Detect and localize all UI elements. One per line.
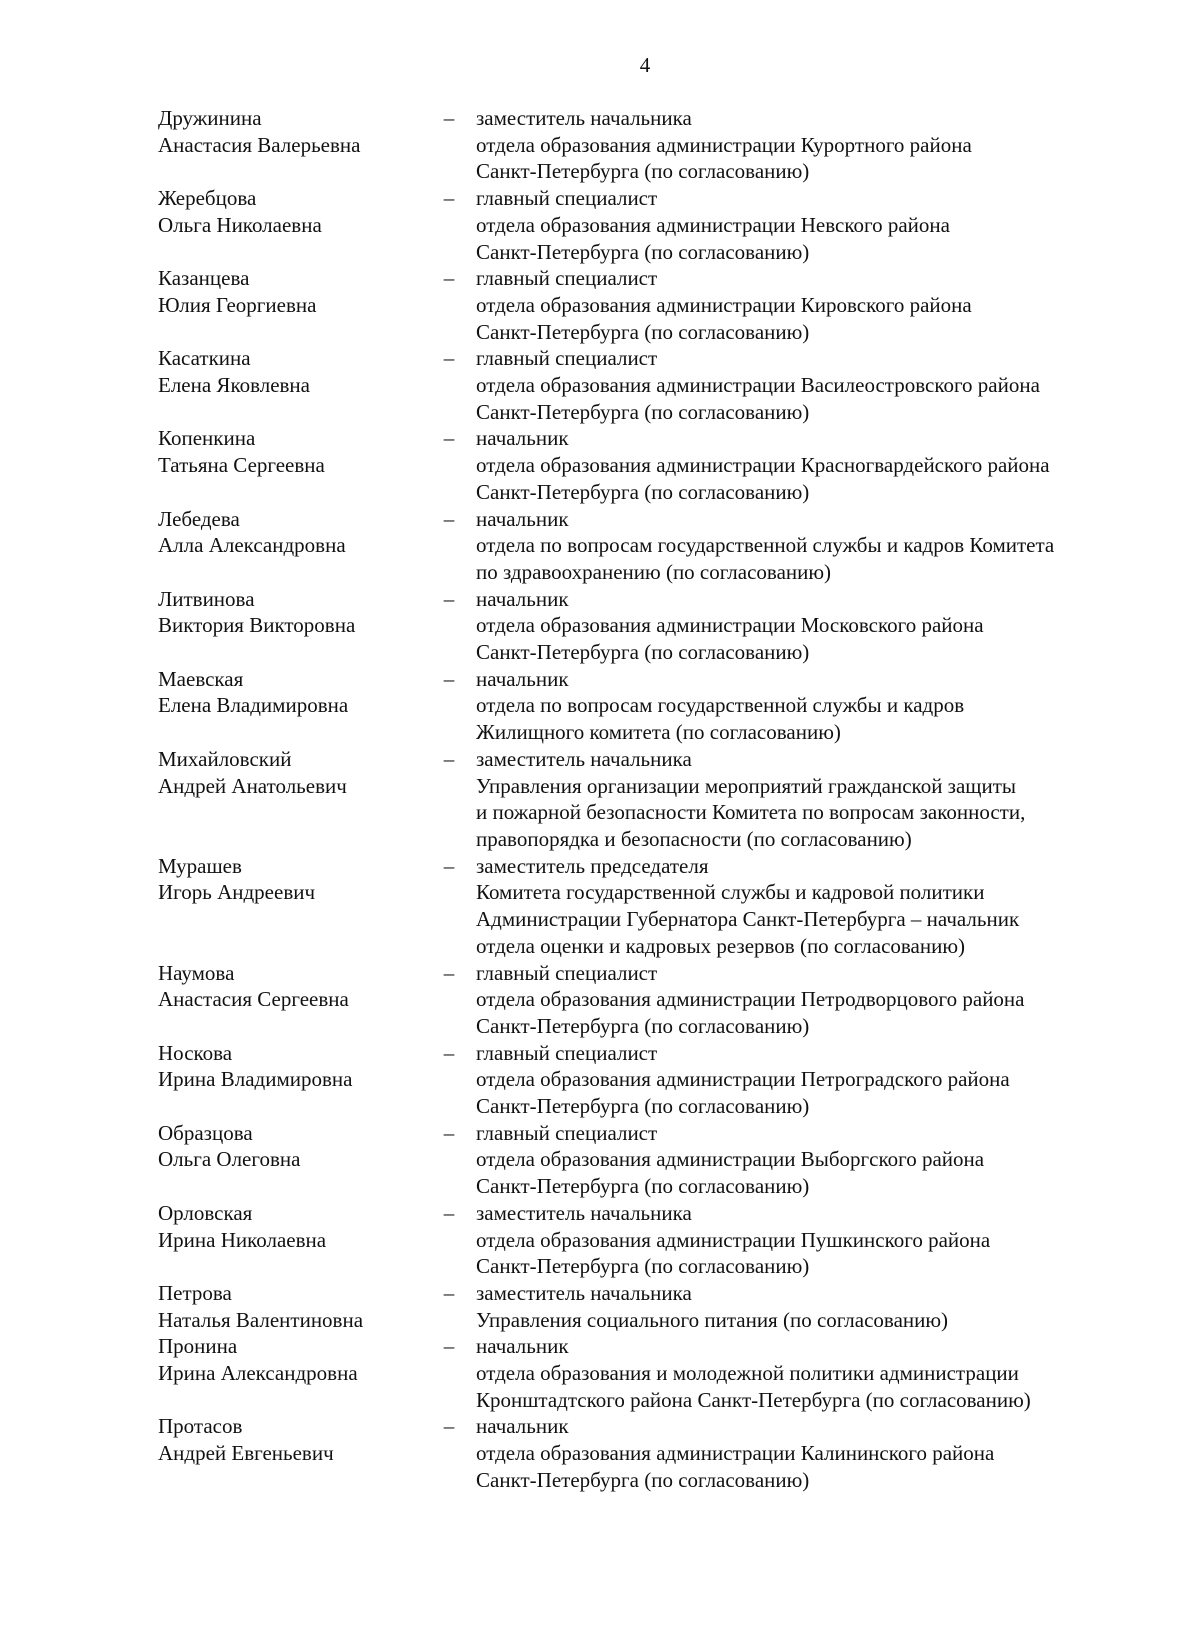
- entry-dash: –: [443, 506, 455, 531]
- member-entry: [158, 425, 1158, 505]
- member-name: [158, 1333, 428, 1386]
- member-entry: [158, 853, 1158, 960]
- member-given-names: Алла Александровна: [158, 533, 346, 558]
- member-surname: Мурашев: [158, 853, 242, 878]
- position-line: Управления социального питания (по согласованию): [476, 1307, 949, 1332]
- member-given-names: Андрей Евгеньевич: [158, 1441, 334, 1466]
- position-line: Санкт-Петербурга (по согласованию): [476, 159, 810, 184]
- member-given-names: Юлия Георгиевна: [158, 292, 317, 317]
- position-line: Санкт-Петербурга (по согласованию): [476, 1094, 810, 1119]
- member-given-names: Анастасия Валерьевна: [158, 132, 361, 157]
- member-given-names: Татьяна Сергеевна: [158, 453, 325, 478]
- position-line: отдела образования администрации Пушкинского района: [476, 1227, 991, 1252]
- member-surname: Дружинина: [158, 106, 262, 130]
- member-given-names: Ирина Владимировна: [158, 1067, 353, 1092]
- position-line: заместитель начальника: [476, 746, 692, 771]
- member-position: [476, 666, 1158, 746]
- member-name: [158, 185, 428, 238]
- member-name: [158, 506, 428, 559]
- member-entry: [158, 1120, 1158, 1200]
- entry-dash: –: [443, 1120, 455, 1145]
- member-name: [158, 105, 428, 158]
- member-position: [476, 1120, 1158, 1200]
- position-line: отдела образования администрации Выборгского района: [476, 1147, 985, 1172]
- position-line: Кронштадтского района Санкт-Петербурга (по согласованию): [476, 1387, 1031, 1412]
- member-given-names: Андрей Анатольевич: [158, 773, 347, 798]
- member-given-names: Ольга Николаевна: [158, 212, 322, 237]
- position-line: Санкт-Петербурга (по согласованию): [476, 1174, 810, 1199]
- position-line: главный специалист: [476, 1040, 658, 1065]
- position-line: отдела образования администрации Красногвардейского района: [476, 453, 1050, 478]
- page-number: 4: [639, 53, 651, 77]
- member-position: [476, 105, 1158, 185]
- position-line: и пожарной безопасности Комитета по вопросам законности,: [476, 800, 1026, 825]
- position-line: Санкт-Петербурга (по согласованию): [476, 399, 810, 424]
- member-entry: [158, 345, 1158, 425]
- member-given-names: Ирина Александровна: [158, 1361, 358, 1386]
- member-name: [158, 1200, 428, 1253]
- position-line: главный специалист: [476, 1120, 658, 1145]
- member-name: [158, 265, 428, 318]
- member-given-names: Елена Владимировна: [158, 693, 349, 718]
- position-line: отдела образования администрации Курортного района: [476, 132, 972, 157]
- entry-dash: –: [443, 586, 455, 611]
- member-entry: [158, 1040, 1158, 1120]
- position-line: начальник: [476, 1414, 569, 1439]
- position-line: Санкт-Петербурга (по согласованию): [476, 319, 810, 344]
- member-entry: [158, 506, 1158, 586]
- position-line: главный специалист: [476, 186, 658, 211]
- position-line: Комитета государственной службы и кадровой политики: [476, 880, 985, 905]
- entry-dash: –: [443, 1414, 455, 1439]
- member-entry: [158, 1333, 1158, 1413]
- member-surname: Копенкина: [158, 426, 256, 451]
- entry-dash: –: [443, 266, 455, 291]
- member-given-names: Ирина Николаевна: [158, 1227, 327, 1252]
- position-line: отдела оценки и кадровых резервов (по согласованию): [476, 933, 966, 958]
- member-given-names: Наталья Валентиновна: [158, 1307, 364, 1332]
- position-line: Администрации Губернатора Санкт-Петербурга – начальник: [476, 907, 1020, 932]
- position-line: отдела по вопросам государственной службы и кадров Комитета: [476, 533, 1055, 558]
- member-name: [158, 960, 428, 1013]
- member-position: [476, 265, 1158, 345]
- position-line: заместитель председателя: [476, 853, 709, 878]
- position-line: Санкт-Петербурга (по согласованию): [476, 239, 810, 264]
- member-given-names: Игорь Андреевич: [158, 880, 316, 905]
- member-position: [476, 853, 1158, 960]
- member-position: [476, 1333, 1158, 1413]
- member-entry: [158, 666, 1158, 746]
- position-line: Санкт-Петербурга (по согласованию): [476, 1254, 810, 1279]
- member-name: [158, 853, 428, 906]
- member-name: [158, 1413, 428, 1466]
- position-line: отдела образования администрации Петроградского района: [476, 1067, 1010, 1092]
- position-line: Санкт-Петербурга (по согласованию): [476, 1467, 810, 1492]
- member-surname: Казанцева: [158, 266, 250, 291]
- position-line: правопорядка и безопасности (по согласованию): [476, 826, 912, 851]
- member-surname: Протасов: [158, 1414, 243, 1439]
- position-line: начальник: [476, 666, 569, 691]
- member-list: [158, 105, 1158, 1494]
- member-position: [476, 586, 1158, 666]
- entry-dash: –: [443, 1040, 455, 1065]
- entry-dash: –: [443, 1334, 455, 1359]
- member-entry: [158, 1413, 1158, 1493]
- member-name: [158, 1120, 428, 1173]
- member-position: [476, 185, 1158, 265]
- entry-dash: –: [443, 853, 455, 878]
- member-surname: Литвинова: [158, 586, 255, 611]
- position-line: Управления организации мероприятий гражданской защиты: [476, 773, 1016, 798]
- position-line: отдела образования администрации Невского района: [476, 212, 950, 237]
- member-entry: [158, 185, 1158, 265]
- member-surname: Наумова: [158, 960, 235, 985]
- member-surname: Пронина: [158, 1334, 238, 1359]
- member-entry: [158, 960, 1158, 1040]
- position-line: отдела образования и молодежной политики администрации: [476, 1361, 1019, 1386]
- position-line: главный специалист: [476, 960, 658, 985]
- member-given-names: Ольга Олеговна: [158, 1147, 301, 1172]
- entry-dash: –: [443, 186, 455, 211]
- position-line: заместитель начальника: [476, 1200, 692, 1225]
- position-line: начальник: [476, 426, 569, 451]
- position-line: начальник: [476, 586, 569, 611]
- member-position: [476, 1040, 1158, 1120]
- position-line: Санкт-Петербурга (по согласованию): [476, 640, 810, 665]
- position-line: начальник: [476, 506, 569, 531]
- member-position: [476, 1280, 1158, 1333]
- member-name: [158, 1040, 428, 1093]
- position-line: главный специалист: [476, 266, 658, 291]
- entry-dash: –: [443, 666, 455, 691]
- entry-dash: –: [443, 746, 455, 771]
- member-position: [476, 345, 1158, 425]
- position-line: отдела образования администрации Петродворцового района: [476, 987, 1025, 1012]
- member-position: [476, 506, 1158, 586]
- position-line: отдела образования администрации Василеостровского района: [476, 373, 1040, 398]
- member-surname: Орловская: [158, 1200, 253, 1225]
- entry-dash: –: [443, 1200, 455, 1225]
- member-entry: [158, 1200, 1158, 1280]
- position-line: по здравоохранению (по согласованию): [476, 559, 832, 584]
- member-entry: [158, 105, 1158, 185]
- member-surname: Образцова: [158, 1120, 253, 1145]
- member-surname: Носкова: [158, 1040, 233, 1065]
- entry-dash: –: [443, 1280, 455, 1305]
- position-line: Санкт-Петербурга (по согласованию): [476, 1013, 810, 1038]
- position-line: заместитель начальника: [476, 106, 692, 130]
- member-position: [476, 1413, 1158, 1493]
- member-surname: Жеребцова: [158, 186, 257, 211]
- member-entry: [158, 746, 1158, 853]
- member-name: [158, 746, 428, 799]
- position-line: Жилищного комитета (по согласованию): [476, 720, 841, 745]
- member-name: [158, 345, 428, 398]
- member-surname: Маевская: [158, 666, 244, 691]
- member-position: [476, 960, 1158, 1040]
- member-surname: Лебедева: [158, 506, 240, 531]
- position-line: главный специалист: [476, 346, 658, 371]
- member-entry: [158, 1280, 1158, 1333]
- member-surname: Петрова: [158, 1280, 232, 1305]
- member-given-names: Анастасия Сергеевна: [158, 987, 349, 1012]
- member-surname: Касаткина: [158, 346, 251, 371]
- position-line: начальник: [476, 1334, 569, 1359]
- member-position: [476, 746, 1158, 853]
- member-name: [158, 425, 428, 478]
- entry-dash: –: [443, 960, 455, 985]
- member-surname: Михайловский: [158, 746, 292, 771]
- position-line: отдела образования администрации Калининского района: [476, 1441, 995, 1466]
- member-position: [476, 1200, 1158, 1280]
- member-entry: [158, 586, 1158, 666]
- position-line: отдела по вопросам государственной службы и кадров: [476, 693, 965, 718]
- member-given-names: Виктория Викторовна: [158, 613, 356, 638]
- position-line: заместитель начальника: [476, 1280, 692, 1305]
- entry-dash: –: [443, 106, 455, 130]
- entry-dash: –: [443, 426, 455, 451]
- entry-dash: –: [443, 346, 455, 371]
- position-line: Санкт-Петербурга (по согласованию): [476, 479, 810, 504]
- position-line: отдела образования администрации Московского района: [476, 613, 984, 638]
- member-entry: [158, 265, 1158, 345]
- position-line: отдела образования администрации Кировского района: [476, 292, 972, 317]
- member-name: [158, 1280, 428, 1333]
- member-name: [158, 666, 428, 719]
- member-position: [476, 425, 1158, 505]
- member-name: [158, 586, 428, 639]
- member-given-names: Елена Яковлевна: [158, 373, 310, 398]
